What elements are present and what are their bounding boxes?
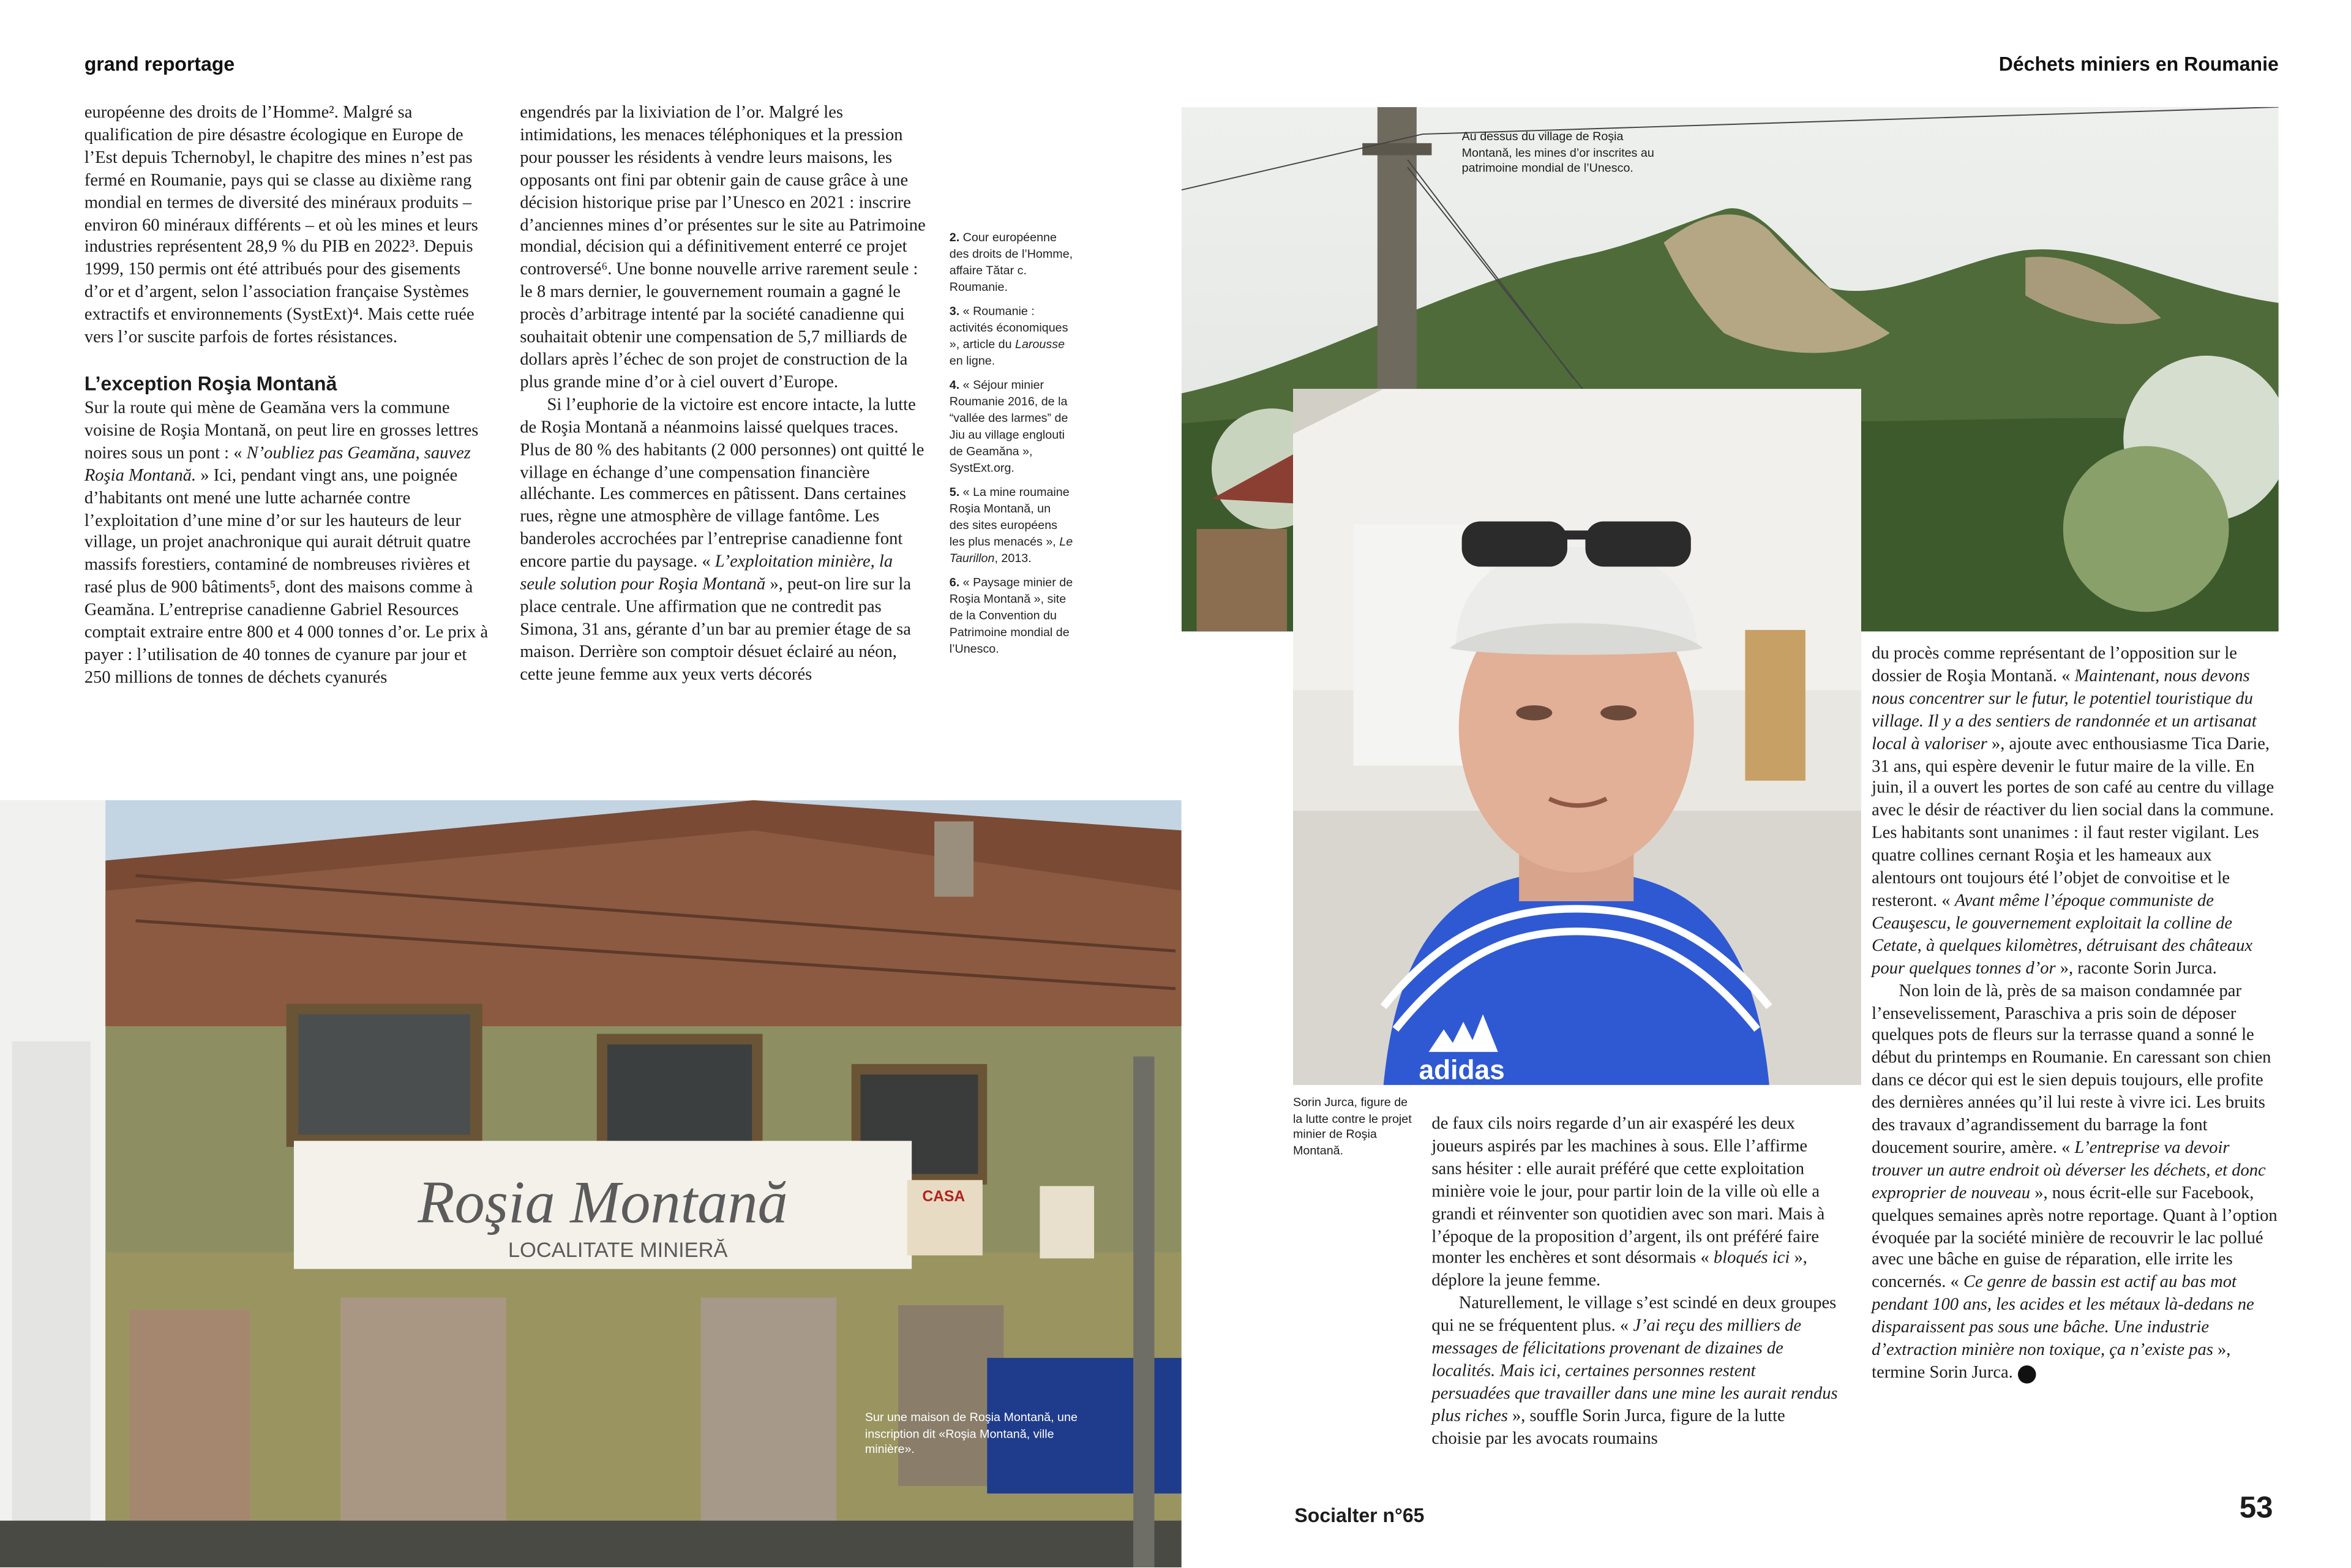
- shirt-logo-text: adidas: [1419, 1055, 1505, 1086]
- paragraph: Si l’euphorie de la victoire est encore intacte, la lutte de Roşia Montană a néanmoins laissé quelques traces. Plus de 80 % des habitants (2 000 personnes) ont quitté le village en échange d’une compensation financière alléchante. Les commerces en pâtissent. Dans certaines rues, règne une atmosphère de village fantôme. Les banderoles accrochées par l’entreprise canadienne font encore partie du paysage. « L’exploitation minière, la seule solution pour Roşia Montană », peut-on lire sur la place centrale. Une affirmation que ne contredit pas Simona, 31 ans, gérante d’un bar au premier étage de sa maison. Derrière son comptoir désuet éclairé au néon, cette jeune femme aux yeux verts décorés: [520, 394, 924, 684]
- shop-sign-text: CASA: [922, 1188, 966, 1205]
- paragraph: de faux cils noirs regarde d’un air exaspéré les deux joueurs aspirés par les machines à sous. Elle l’affirme sans hésiter : elle aurait préféré que cette exploitation minière voie le jour, pour partir loin de la ville où elle a grandi et réinventer son quotidien avec son mari. Mais à l’époque de la proposition d’argent, ils ont préféré faire monter les enchères et sont désormais « bloqués ici », déplore la jeune femme.: [1431, 1114, 1825, 1291]
- page-number: 53: [2239, 1491, 2273, 1526]
- topic-header: Déchets miniers en Roumanie: [1998, 53, 2279, 76]
- portrait-photo: [1293, 389, 1861, 1085]
- banner-subtitle-text: LOCALITATE MINIERĂ: [508, 1238, 728, 1262]
- paragraph: Non loin de là, près de sa maison condamnée par l’ensevelissement, Paraschiva a pris soin de déposer quelques pots de fleurs sur la terrasse quand a sonné le début du printemps en Roumanie. En caressant son chien dans ce décor qui est le sien depuis toujours, elle profite des dernières années qu’il lui reste à vivre ici. Les bruits des travaux d’agrandissement du barrage la font doucement sourire, amère. « L’entreprise va devoir trouver un autre endroit où déverser les déchets, et donc exproprier de nouveau », nous écrit-elle sur Facebook, quelques semaines après notre reportage. Quant à l’option évoquée par la société minière de recouvrir le lac pollué avec une bâche en guise de réparation, elle irrite les concernés. « Ce genre de bassin est actif au bas mot pendant 100 ans, les acides et les métaux là-dedans ne disparaissent pas sous une bâche. Une industrie d’extraction minière non toxique, ça n’existe pas », termine Sorin Jurca. S: [1872, 980, 2279, 1384]
- paragraph: du procès comme représentant de l’opposition sur le dossier de Roşia Montană. « Maintenant, nous devons nous concentrer sur le futur, le potentiel touristique du village. Il y a des sentiers de randonnée et un artisanat local à valoriser », ajoute avec enthousiasme Tica Darie, 31 ans, qui espère devenir le futur maire de la ville. En juin, il a ouvert les portes de son café au centre du village avec le désir de réactiver du lien social dans la commune. Les habitants sont unanimes : il faut rester vigilant. Les quatre collines cernant Roşia et les hameaux aux alentours ont toujours été l’objet de convoitise et le resteront. « Avant même l’époque communiste de Ceauşescu, le gouvernement exploitait la colline de Cetate, à quelques kilomètres, détruisant des châteaux pour quelques tonnes d’or », raconte Sorin Jurca.: [1872, 643, 2274, 978]
- footnote: 4. « Séjour minier Roumanie 2016, de la “vallée des larmes” de Jiu au village englouti de Geamăna », SystExt.org.: [949, 378, 1068, 475]
- article-column-1: [84, 102, 492, 689]
- footnote: 3. « Roumanie : activités économiques », article du Larousse en ligne.: [949, 304, 1068, 368]
- landscape-caption: Au dessus du village de Roşia Montană, les mines d’or inscrites au patrimoine mondial de l’Unesco.: [1461, 129, 1654, 176]
- portrait-caption: Sorin Jurca, figure de la lutte contre le projet minier de Roşia Montană.: [1292, 1095, 1412, 1158]
- banner-script-text: Roşia Montană: [418, 1169, 788, 1236]
- footnote: 2. Cour européenne des droits de l’Homme, affaire Tătar c. Roumanie.: [949, 230, 1073, 294]
- article-column-2: [520, 102, 930, 686]
- paragraph: Sur la route qui mène de Geamăna vers la commune voisine de Roşia Montană, on peut lire en grosses lettres noires sous un pont : « N’oubliez pas Geamăna, sauvez Roşia Montană. » Ici, pendant vingt ans, une poignée d’habitants ont mené une lutte acharnée contre l’exploitation d’une mine d’or sur les hauteurs de leur village, un projet anachronique qui aurait détruit quatre massifs forestiers, contaminé de nombreuses rivières et rasé plus de 900 bâtiments⁵, dont des maisons comme à Geamăna. L’entreprise canadienne Gabriel Resources comptait extraire entre 800 et 4 000 tonnes d’or. Le prix à payer : l’utilisation de 40 tonnes de cyanure par jour et 250 millions de tonnes de déchets cyanurés: [84, 397, 489, 688]
- house-caption: Sur une maison de Roşia Montană, une inscription dit «Roşia Montană, ville minière».: [864, 1410, 1078, 1457]
- subheading: L’exception Roşia Montană: [84, 372, 337, 395]
- paragraph: Naturellement, le village s’est scindé en deux groupes qui ne se fréquentent plus. « J’ai reçu des milliers de messages de félicitations provenant de dizaines de localités. Mais ici, certaines personnes restent persuadées que travailler dans une mine les aurait rendus plus riches », souffle Sorin Jurca, figure de la lutte choisie par les avocats roumains: [1431, 1293, 1838, 1448]
- paragraph: européenne des droits de l’Homme². Malgré sa qualification de pire désastre écologique en Europe de l’Est depuis Tchernobyl, le chapitre des mines n’est pas fermé en Roumanie, pays qui se classe au dixième rang mondial en termes de diversité des minéraux produits – environ 60 minéraux différents – et où les mines et leurs industries représentent 28,9 % du PIB en 2022³. Depuis 1999, 150 permis ont été attribués pour des gisements d’or et d’argent, selon l’association française Systèmes extractifs et environnements (SystExt)⁴. Mais cette ruée vers l’or suscite parfois de fortes résistances.: [84, 102, 478, 347]
- sorin-jurca-portrait-image: [1293, 389, 1861, 1085]
- footnotes: [950, 229, 1073, 664]
- magazine-issue: Socialter n°65: [1294, 1504, 1425, 1527]
- article-column-3: [1431, 1114, 1839, 1450]
- footnote: 5. « La mine roumaine Roşia Montană, un des sites européens les plus menacés », Le Taurillon, 2013.: [949, 485, 1073, 566]
- article-column-4: [1872, 643, 2279, 1385]
- paragraph: engendrés par la lixiviation de l’or. Malgré les intimidations, les menaces téléphoniques et la pression pour pousser les résidents à vendre leurs maisons, les opposants ont fini par obtenir gain de cause grâce à une décision historique prise par l’Unesco en 2021 : inscrire d’anciennes mines d’or présentes sur le site au Patrimoine mondial, décision qui a définitivement enterré ce projet controversé⁶. Une bonne nouvelle arrive rarement seule : le 8 mars dernier, le gouvernement roumain a gagné le procès d’arbitrage intenté par la société canadienne qui souhaitait obtenir une compensation de 5,7 milliards de dollars après l’échec de son projet de construction de la plus grande mine d’or à ciel ouvert d’Europe.: [520, 102, 926, 392]
- footnote: 6. « Paysage minier de Roşia Montană », site de la Convention du Patrimoine mondial de l’Unesco.: [949, 576, 1073, 656]
- end-mark-icon: S: [2017, 1365, 2036, 1384]
- section-header: grand reportage: [84, 53, 235, 76]
